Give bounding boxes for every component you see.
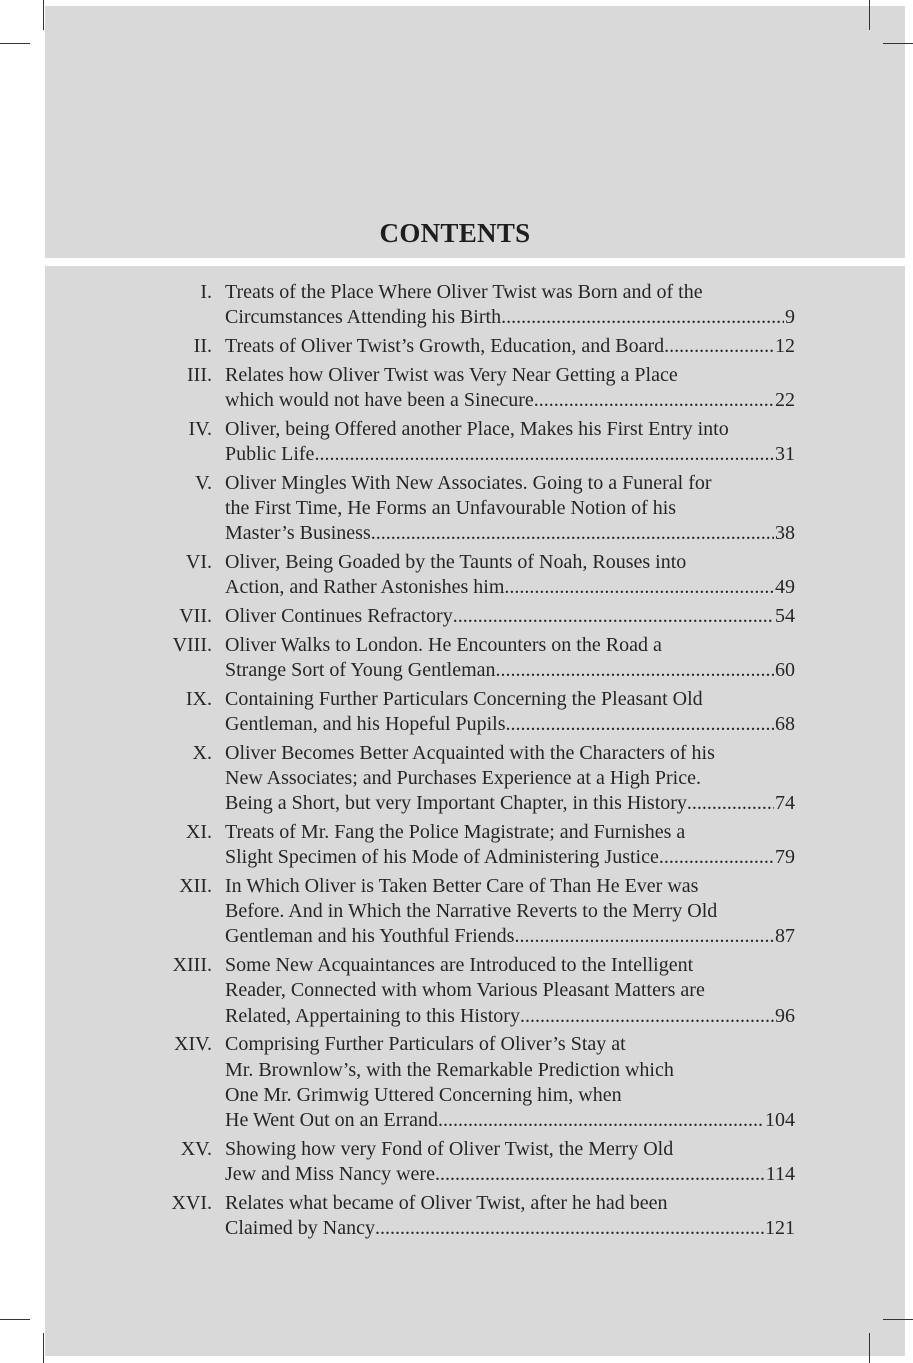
- dot-leader: [506, 712, 774, 737]
- chapter-number: III.: [187, 363, 212, 386]
- chapter-title-last-line: [225, 521, 795, 546]
- chapter-title: [225, 471, 795, 547]
- chapter-title: [225, 874, 795, 950]
- chapter-title-line: Before. And in Which the Narrative Reverts to the Merry Old: [225, 900, 718, 923]
- chapter-title-line: Jew and Miss Nancy were: [225, 1163, 435, 1186]
- chapter-title: [225, 741, 795, 817]
- chapter-number: VII.: [179, 605, 212, 627]
- page-number: 114: [765, 1163, 795, 1186]
- chapter-title: [225, 417, 795, 467]
- chapter-title-line: Treats of Oliver Twist’s Growth, Education, and Board: [225, 335, 665, 357]
- chapter-title-line: In Which Oliver is Taken Better Care of Than He Ever was: [225, 875, 699, 897]
- chapter-title-last-line: [225, 924, 795, 949]
- chapter-title: [225, 363, 795, 413]
- chapter-title-last-line: [225, 1108, 795, 1133]
- chapter-title-line: Related, Appertaining to this History: [225, 1004, 520, 1027]
- crop-mark: [883, 1319, 913, 1320]
- chapter-title: [225, 953, 795, 1029]
- chapter-title-line: Circumstances Attending his Birth: [225, 306, 502, 329]
- chapter-title-last-line: [225, 1162, 795, 1187]
- chapter-title-last-line: [225, 305, 795, 330]
- dot-leader: [664, 334, 774, 359]
- chapter-number: II.: [193, 335, 212, 357]
- toc-entry: [160, 550, 795, 600]
- toc-entry: [160, 334, 795, 359]
- toc-entry: [160, 741, 795, 817]
- chapter-title-last-line: [225, 658, 795, 683]
- toc-entry: [160, 417, 795, 467]
- chapter-title-line: Oliver Continues Refractory: [225, 605, 453, 627]
- chapter-title: [225, 604, 795, 629]
- dot-leader: [534, 388, 774, 413]
- chapter-title-line: He Went Out on an Errand: [225, 1109, 438, 1132]
- dot-leader: [514, 924, 774, 949]
- crop-mark: [869, 0, 870, 30]
- chapter-number: XV.: [180, 1137, 212, 1160]
- chapter-title-line: Being a Short, but very Important Chapter, in this History: [225, 792, 687, 815]
- chapter-title-line: Mr. Brownlow’s, with the Remarkable Prediction which: [225, 1058, 674, 1081]
- page-number: 12: [775, 335, 795, 357]
- chapter-title: [225, 280, 795, 330]
- chapter-title-line: Master’s Business: [225, 522, 371, 545]
- chapter-title-line: Oliver Becomes Better Acquainted with the Characters of his: [225, 741, 715, 764]
- chapter-title-line: Some New Acquaintances are Introduced to the Intelligent: [225, 954, 694, 977]
- chapter-title: [225, 1032, 795, 1133]
- page-number: 68: [775, 713, 795, 735]
- toc-entry: [160, 820, 795, 870]
- chapter-number: I.: [200, 281, 212, 303]
- chapter-title-line: Oliver, being Offered another Place, Makes his First Entry into: [225, 417, 729, 440]
- chapter-title-line: Relates how Oliver Twist was Very Near Getting a Place: [225, 363, 678, 386]
- page-number: 38: [775, 522, 795, 545]
- chapter-title-line: the First Time, He Forms an Unfavourable Notion of his: [225, 497, 677, 519]
- toc-entry: [160, 874, 795, 950]
- page-title: CONTENTS: [379, 218, 531, 248]
- chapter-title-line: Action, and Rather Astonishes him: [225, 576, 505, 599]
- toc-entry: [160, 471, 795, 547]
- chapter-title: [225, 687, 795, 737]
- toc-entry: [160, 280, 795, 330]
- chapter-title-line: Treats of the Place Where Oliver Twist was Born and of the: [225, 281, 703, 303]
- chapter-title-last-line: [225, 845, 795, 870]
- dot-leader: [314, 442, 774, 467]
- chapter-title-line: Oliver Mingles With New Associates. Going to a Funeral for: [225, 471, 712, 494]
- page-number: 96: [775, 1004, 795, 1027]
- toc-entry: [160, 687, 795, 737]
- chapter-title-last-line: [225, 575, 795, 600]
- chapter-number: XI.: [185, 821, 212, 843]
- page-number: 31: [775, 443, 795, 465]
- chapter-title-line: Showing how very Fond of Oliver Twist, the Merry Old: [225, 1137, 674, 1160]
- chapter-title: [225, 1191, 795, 1241]
- chapter-number: V.: [195, 471, 212, 494]
- chapter-number: XVI.: [171, 1191, 212, 1214]
- chapter-title: [225, 334, 795, 359]
- chapter-title-last-line: [225, 334, 795, 359]
- dot-leader: [659, 845, 774, 870]
- page-number: 121: [765, 1217, 795, 1240]
- page-number: 79: [775, 846, 795, 869]
- toc-entry: [160, 363, 795, 413]
- chapter-title-line: Containing Further Particulars Concerning the Pleasant Old: [225, 687, 703, 710]
- dot-leader: [371, 521, 774, 546]
- chapter-title-last-line: [225, 712, 795, 737]
- dot-leader: [496, 658, 774, 683]
- crop-mark: [43, 0, 44, 30]
- header-divider: [45, 258, 905, 266]
- dot-leader: [435, 1162, 765, 1187]
- chapter-title-line: Relates what became of Oliver Twist, after he had been: [225, 1191, 668, 1214]
- chapter-title-line: New Associates; and Purchases Experience at a High Price.: [225, 767, 701, 789]
- crop-mark: [0, 43, 30, 44]
- toc-entry: [160, 1137, 795, 1187]
- chapter-title-line: Claimed by Nancy: [225, 1217, 375, 1240]
- dot-leader: [687, 791, 774, 816]
- dot-leader: [504, 575, 774, 600]
- chapter-title-line: Comprising Further Particulars of Oliver’s Stay at: [225, 1033, 626, 1056]
- chapter-title-last-line: [225, 388, 795, 413]
- chapter-title-last-line: [225, 791, 795, 816]
- toc-entry: [160, 1032, 795, 1133]
- chapter-title: [225, 550, 795, 600]
- chapter-number: IX.: [185, 687, 212, 710]
- page-number: 9: [785, 306, 795, 329]
- chapter-title-line: One Mr. Grimwig Uttered Concerning him, when: [225, 1083, 622, 1106]
- toc-entry: [160, 953, 795, 1029]
- toc-entry: [160, 633, 795, 683]
- chapter-title-line: Oliver Walks to London. He Encounters on the Road a: [225, 633, 662, 656]
- chapter-title-line: which would not have been a Sinecure: [225, 389, 534, 411]
- page-number: 49: [775, 576, 795, 599]
- chapter-title-line: Slight Specimen of his Mode of Administering Justice: [225, 846, 659, 869]
- chapter-title-last-line: [225, 1004, 795, 1029]
- dot-leader: [453, 604, 774, 629]
- page-number: 54: [775, 605, 795, 627]
- page-number: 104: [765, 1109, 795, 1132]
- chapter-title-line: Strange Sort of Young Gentleman: [225, 659, 496, 681]
- crop-mark: [0, 1319, 30, 1320]
- chapter-number: XIII.: [172, 954, 212, 977]
- chapter-number: XIV.: [174, 1033, 212, 1056]
- page-number: 60: [775, 659, 795, 681]
- chapter-title-last-line: [225, 604, 795, 629]
- dot-leader: [520, 1004, 774, 1029]
- dot-leader: [438, 1108, 764, 1133]
- chapter-title-line: Oliver, Being Goaded by the Taunts of Noah, Rouses into: [225, 551, 687, 573]
- dot-leader: [501, 305, 784, 330]
- chapter-title-line: Gentleman and his Youthful Friends: [225, 925, 515, 948]
- chapter-title: [225, 820, 795, 870]
- crop-mark: [869, 1333, 870, 1363]
- chapter-title-line: Reader, Connected with whom Various Pleasant Matters are: [225, 979, 705, 1002]
- chapter-title-line: Gentleman, and his Hopeful Pupils: [225, 713, 506, 735]
- chapter-title-last-line: [225, 442, 795, 467]
- page-number: 22: [775, 389, 795, 411]
- chapter-number: XII.: [179, 875, 212, 897]
- dot-leader: [375, 1216, 764, 1241]
- chapter-number: VIII.: [172, 633, 212, 656]
- chapter-number: VI.: [185, 551, 212, 573]
- table-of-contents: [160, 280, 795, 1245]
- page-number: 74: [775, 792, 795, 815]
- page-number: 87: [775, 925, 795, 948]
- chapter-title-line: Treats of Mr. Fang the Police Magistrate; and Furnishes a: [225, 821, 686, 843]
- chapter-title-line: Public Life: [225, 443, 315, 465]
- chapter-number: IV.: [188, 417, 212, 440]
- chapter-title-last-line: [225, 1216, 795, 1241]
- crop-mark: [883, 43, 913, 44]
- chapter-number: X.: [192, 741, 212, 764]
- crop-mark: [43, 1333, 44, 1363]
- chapter-title: [225, 1137, 795, 1187]
- toc-entry: [160, 604, 795, 629]
- toc-entry: [160, 1191, 795, 1241]
- chapter-title: [225, 633, 795, 683]
